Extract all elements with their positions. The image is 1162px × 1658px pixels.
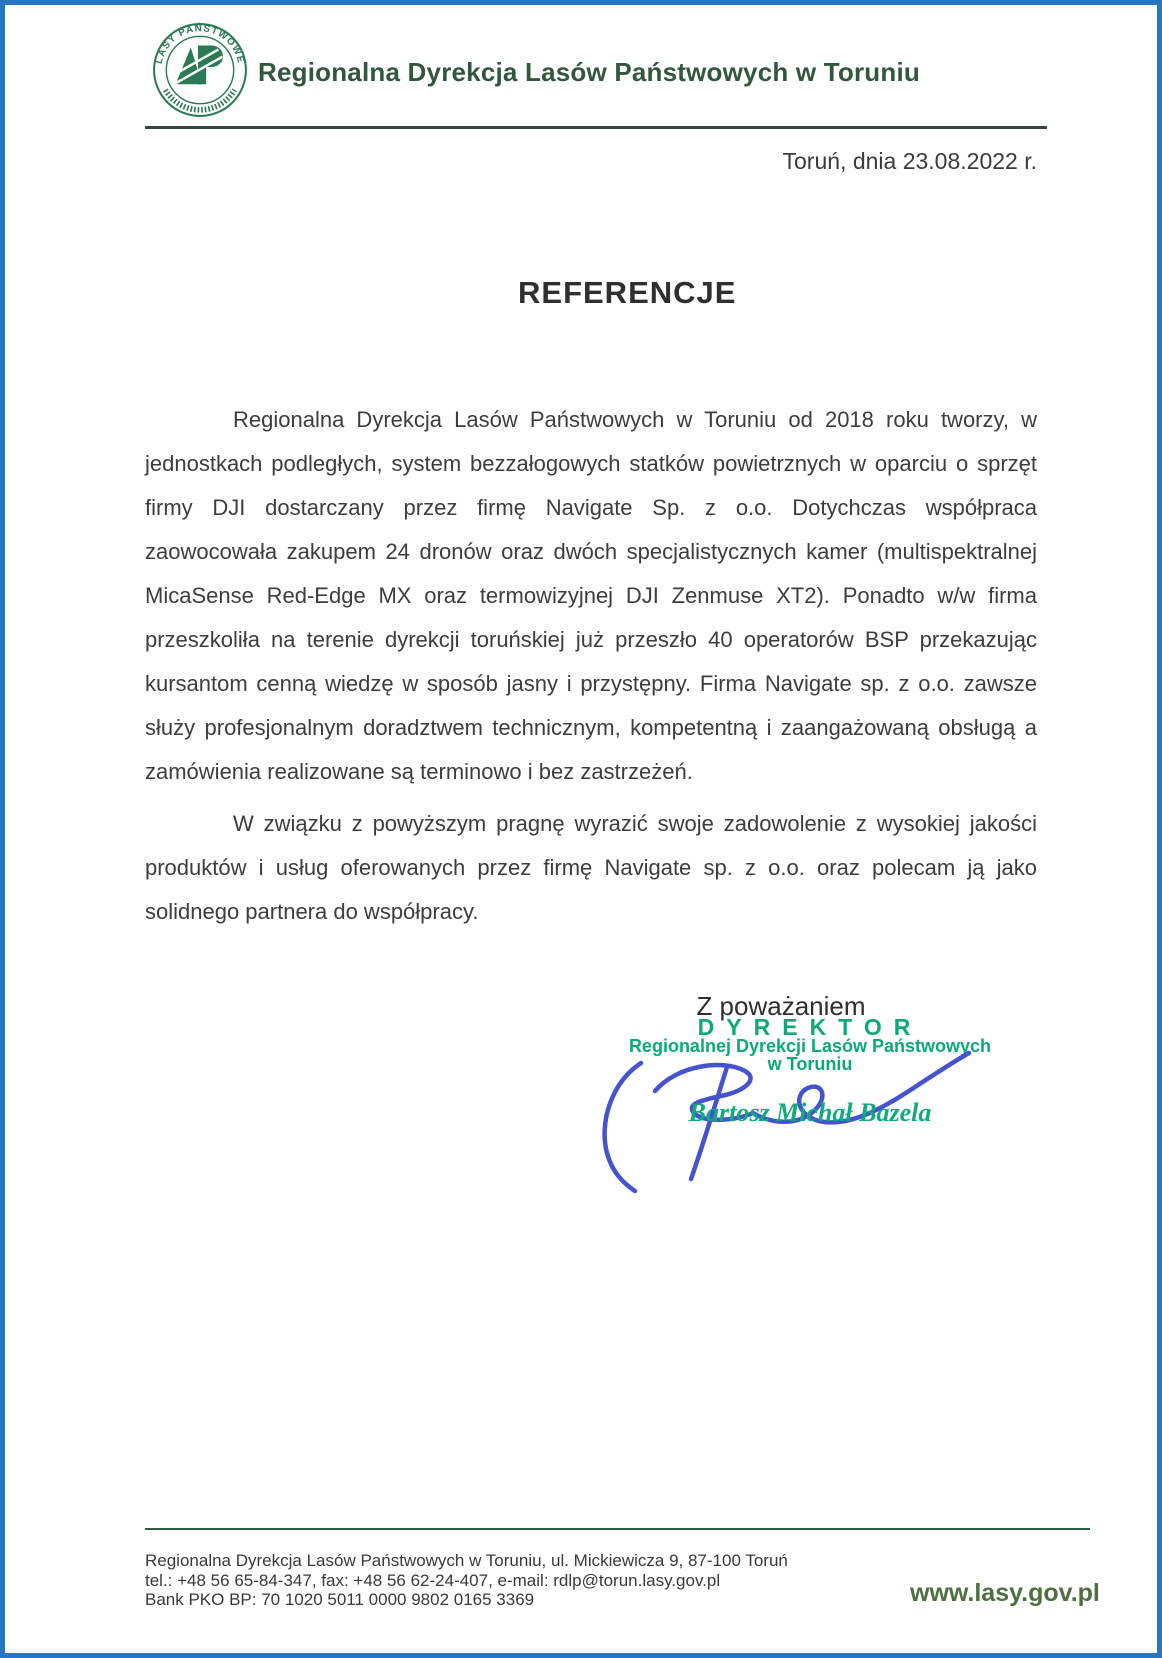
footer-bank-account: Bank PKO BP: 70 1020 5011 0000 9802 0165 3369 bbox=[145, 1590, 535, 1609]
footer-divider bbox=[145, 1528, 1090, 1530]
lp-monogram-icon bbox=[171, 46, 223, 85]
stamp-director-title: DYREKTOR bbox=[697, 1014, 923, 1040]
stamp-city-line: w Toruniu bbox=[767, 1054, 853, 1074]
svg-text:LASY PAŃSTWOWE: LASY PAŃSTWOWE bbox=[153, 23, 247, 65]
organization-name: Regionalna Dyrekcja Lasów Państwowych w Toruniu bbox=[258, 57, 920, 87]
stamp-org-line: Regionalnej Dyrekcji Lasów Państwowych bbox=[628, 1036, 992, 1056]
body-paragraph-1: Regionalna Dyrekcja Lasów Państwowych w Toruniu od 2018 roku tworzy, w jednostkach podległych, system bezzałogowych statków powietrznych w oparciu o sprzęt firmy DJI dostarczany przez firmę Navigate Sp. z o.o. Dotychczas współpraca zaowocowała zakupem 24 dronów oraz dwóch specjalistycznych kamer (multispektralnej MicaSense Red-Edge MX oraz termowizyjnej DJI Zenmuse XT2). Ponadto w/w firma przeszkoliła na terenie dyrekcji toruńskiej już przeszło 40 operatorów BSP przekazując kursantom cenną wiedzę w sposób jasny i przystępny. Firma Navigate sp. z o.o. zawsze służy profesjonalnym doradztwem technicznym, kompetentną i zaangażowaną obsługą a zamówienia realizowane są terminowo i bez zastrzeżeń. bbox=[145, 407, 1037, 784]
closing-phrase: Z poważaniem bbox=[696, 991, 866, 1021]
body-paragraph-2: W związku z powyższym pragnę wyrazić swoje zadowolenie z wysokiej jakości produktów i usług oferowanych przez firmę Navigate sp. z o.o. oraz polecam ją jako solidnego partnera do współpracy. bbox=[145, 811, 1037, 924]
date-line: Toruń, dnia 23.08.2022 r. bbox=[782, 148, 1037, 174]
footer-contacts: tel.: +48 56 65-84-347, fax: +48 56 62-24-407, e-mail: rdlp@torun.lasy.gov.pl bbox=[145, 1570, 721, 1590]
footer-address: Regionalna Dyrekcja Lasów Państwowych w Toruniu, ul. Mickiewicza 9, 87-100 Toruń bbox=[145, 1551, 788, 1570]
document-title: REFERENCJE bbox=[518, 275, 737, 310]
footer-contact-block bbox=[145, 1551, 845, 1610]
signer-name: Bartosz Michał Bazela bbox=[688, 1098, 932, 1127]
lasy-panstwowe-logo-icon bbox=[151, 21, 249, 119]
header-divider bbox=[145, 126, 1047, 129]
website-url: www.lasy.gov.pl bbox=[910, 1579, 1100, 1607]
